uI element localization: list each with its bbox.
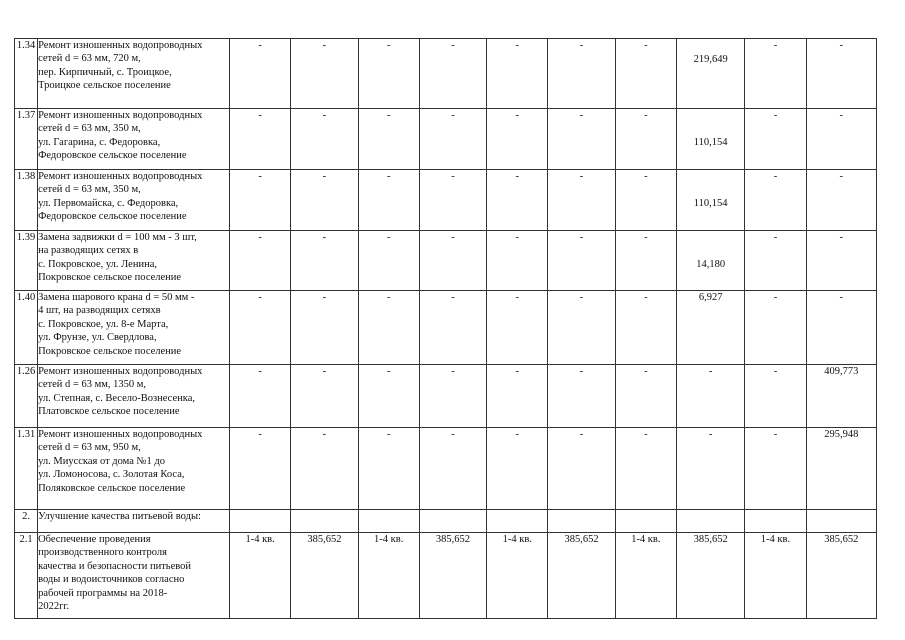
empty-cell xyxy=(487,510,548,533)
cell: - xyxy=(615,231,676,291)
cell: 6,927 xyxy=(676,291,744,365)
table-row xyxy=(15,170,877,231)
row-description: Замена задвижки d = 100 мм - 3 шт, на разводящих сетях в с. Покровское, ул. Ленина, Покровское сельское поселение xyxy=(38,231,230,291)
row-description: Замена шарового крана d = 50 мм - 4 шт, на разводящих сетяхв с. Покровское, ул. 8-е Марта, ул. Фрунзе, ул. Свердлова, Покровское сельское поселение xyxy=(38,291,230,365)
cell: - xyxy=(676,428,744,510)
cell: - xyxy=(806,291,876,365)
cell: - xyxy=(487,39,548,109)
cell: - xyxy=(806,39,876,109)
cell: 295,948 xyxy=(806,428,876,510)
empty-cell xyxy=(419,510,486,533)
cell: - xyxy=(291,365,358,428)
table-row xyxy=(15,231,877,291)
cell: - xyxy=(487,109,548,170)
cell: - xyxy=(745,170,806,231)
cell: 385,652 xyxy=(291,533,358,619)
cell: - xyxy=(806,170,876,231)
cell: - xyxy=(806,231,876,291)
cell: - xyxy=(419,109,486,170)
row-number: 1.38 xyxy=(15,170,38,231)
cell: - xyxy=(358,231,419,291)
row-number: 1.37 xyxy=(15,109,38,170)
cell: - xyxy=(291,231,358,291)
cell: - xyxy=(548,109,615,170)
cell: - xyxy=(229,428,290,510)
cell: - xyxy=(229,231,290,291)
cell: - xyxy=(291,39,358,109)
table-row xyxy=(15,291,877,365)
cell: - xyxy=(487,231,548,291)
row-number: 1.31 xyxy=(15,428,38,510)
empty-cell xyxy=(615,510,676,533)
cell: - xyxy=(676,365,744,428)
cell: 385,652 xyxy=(806,533,876,619)
cell: 110,154 xyxy=(676,109,744,170)
cell: 409,773 xyxy=(806,365,876,428)
empty-cell xyxy=(745,510,806,533)
cell: 219,649 xyxy=(676,39,744,109)
cell: - xyxy=(358,170,419,231)
row-number: 1.26 xyxy=(15,365,38,428)
row-number: 2.1 xyxy=(15,533,38,619)
cell: - xyxy=(229,170,290,231)
table-row xyxy=(15,533,877,619)
cell: - xyxy=(615,365,676,428)
cell: - xyxy=(291,428,358,510)
cell: - xyxy=(548,428,615,510)
cell: - xyxy=(548,291,615,365)
cell: - xyxy=(615,170,676,231)
empty-cell xyxy=(358,510,419,533)
section-number: 2. xyxy=(15,510,38,533)
cell: - xyxy=(745,39,806,109)
empty-cell xyxy=(676,510,744,533)
cell: - xyxy=(291,109,358,170)
table-row xyxy=(15,365,877,428)
cell: 1-4 кв. xyxy=(487,533,548,619)
cell: - xyxy=(229,109,290,170)
cell: 385,652 xyxy=(676,533,744,619)
cell: - xyxy=(358,109,419,170)
section-row xyxy=(15,510,877,533)
cell: 385,652 xyxy=(548,533,615,619)
section-title: Улучшение качества питьевой воды: xyxy=(38,510,230,533)
cell: - xyxy=(487,291,548,365)
row-description: Ремонт изношенных водопроводных сетей d = 63 мм, 350 м, ул. Гагарина, с. Федоровка, Федоровское сельское поселение xyxy=(38,109,230,170)
row-description: Ремонт изношенных водопроводных сетей d = 63 мм, 950 м, ул. Миусская от дома №1 до ул. Ломоносова, с. Золотая Коса, Поляковское сельское поселение xyxy=(38,428,230,510)
cell: - xyxy=(548,39,615,109)
cell: - xyxy=(419,170,486,231)
cell: - xyxy=(548,365,615,428)
cell: - xyxy=(419,39,486,109)
investment-program-table xyxy=(14,38,877,619)
cell: - xyxy=(487,428,548,510)
cell: 385,652 xyxy=(419,533,486,619)
row-description: Ремонт изношенных водопроводных сетей d = 63 мм, 1350 м, ул. Степная, с. Весело-Вознесенка, Платовское сельское поселение xyxy=(38,365,230,428)
table-row xyxy=(15,109,877,170)
row-number: 1.34 xyxy=(15,39,38,109)
cell: - xyxy=(291,291,358,365)
cell: - xyxy=(358,365,419,428)
cell: - xyxy=(745,109,806,170)
cell: - xyxy=(745,428,806,510)
cell: - xyxy=(487,365,548,428)
empty-cell xyxy=(291,510,358,533)
cell: - xyxy=(358,39,419,109)
cell: - xyxy=(358,291,419,365)
cell: - xyxy=(419,365,486,428)
cell: - xyxy=(806,109,876,170)
cell: - xyxy=(745,231,806,291)
cell: 1-4 кв. xyxy=(358,533,419,619)
cell: - xyxy=(229,365,290,428)
cell: 1-4 кв. xyxy=(229,533,290,619)
cell: - xyxy=(615,291,676,365)
cell: - xyxy=(615,39,676,109)
cell: - xyxy=(745,291,806,365)
cell: - xyxy=(291,170,358,231)
table-row xyxy=(15,428,877,510)
cell: - xyxy=(487,170,548,231)
row-number: 1.40 xyxy=(15,291,38,365)
cell: - xyxy=(745,365,806,428)
cell: - xyxy=(615,109,676,170)
cell: 1-4 кв. xyxy=(615,533,676,619)
row-description: Ремонт изношенных водопроводных сетей d = 63 мм, 720 м, пер. Кирпичный, с. Троицкое, Троицкое сельское поселение xyxy=(38,39,230,109)
row-description: Обеспечение проведения производственного контроля качества и безопасности питьевой воды и водоисточников согласно рабочей программы на 2018- 2022гг. xyxy=(38,533,230,619)
cell: - xyxy=(419,428,486,510)
table-row xyxy=(15,39,877,109)
cell: - xyxy=(548,231,615,291)
cell: - xyxy=(419,291,486,365)
cell: 14,180 xyxy=(676,231,744,291)
cell: - xyxy=(615,428,676,510)
cell: 110,154 xyxy=(676,170,744,231)
cell: - xyxy=(419,231,486,291)
cell: - xyxy=(229,39,290,109)
empty-cell xyxy=(806,510,876,533)
cell: - xyxy=(229,291,290,365)
cell: - xyxy=(358,428,419,510)
cell: 1-4 кв. xyxy=(745,533,806,619)
cell: - xyxy=(548,170,615,231)
row-description: Ремонт изношенных водопроводных сетей d = 63 мм, 350 м, ул. Первомайска, с. Федоровка, Федоровское сельское поселение xyxy=(38,170,230,231)
row-number: 1.39 xyxy=(15,231,38,291)
empty-cell xyxy=(548,510,615,533)
empty-cell xyxy=(229,510,290,533)
